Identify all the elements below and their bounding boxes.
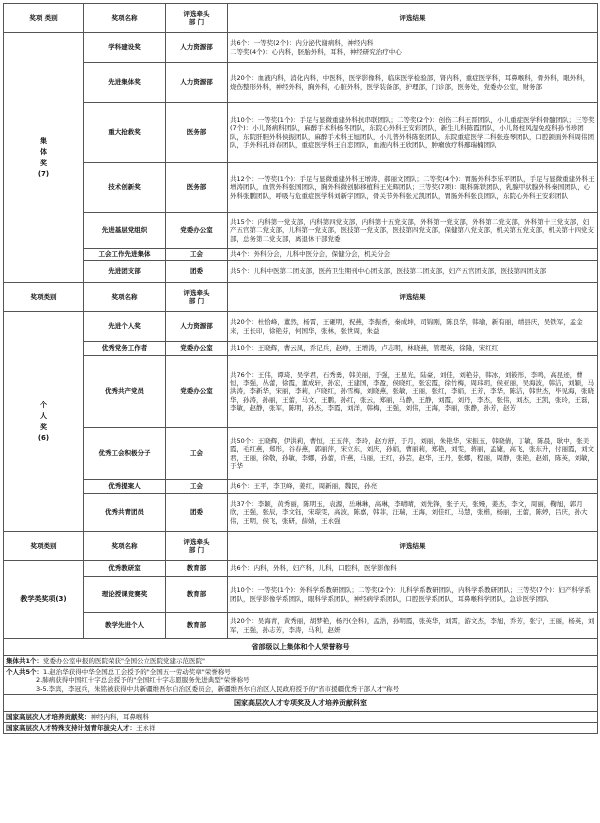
table-header [4, 283, 598, 312]
provincial-individual-line: 3-5.李宾，李冠兵，朱铭被获得中共新疆维吾尔自治区委员会，新疆维吾尔自治区人民政府授予的"省市援疆优秀干部人才"称号 [36, 684, 400, 693]
awards-table [3, 3, 598, 734]
award-dept: 团委 [166, 494, 228, 532]
table-row [4, 312, 598, 342]
award-name: 优秀共青团员 [84, 494, 166, 532]
award-name: 学科建设奖 [84, 33, 166, 63]
award-dept: 工会 [166, 249, 228, 261]
award-name: 优秀共产党员 [84, 356, 166, 428]
table-row [4, 356, 598, 428]
award-dept: 人力资源部 [166, 312, 228, 342]
talent-item [4, 723, 598, 734]
table-row [4, 249, 598, 261]
individual-category: 个 人 奖 (6) [4, 312, 84, 532]
table-row [4, 342, 598, 356]
provincial-collective-label: 集体共1个： [6, 657, 44, 665]
header-dept: 评选牵头 部 门 [166, 283, 228, 312]
talent-text: 王永祥 [136, 724, 156, 733]
award-name: 先进集体奖 [84, 63, 166, 103]
award-result: 共6个：内科，外科，妇产科，儿科，口腔科，医学影像科 [228, 561, 598, 577]
award-result: 共37个：李颖，黄秀丽，陈明玉，袁源，岳琳琳，高琳，李晴晴，刘先锋，张子天，张嫚，姜杰，李文，周丽，鞠旭，郭月欣，王强，张辰，李文钰，宋璟雯，高波，陈嘉，韩菲，汪瑞，王海，刘佳红，马慧，张楷，杨丽，王蕾，陈婷，吕庆，孙大伟，王明，侯飞，张研，薛婧，王永强 [228, 494, 598, 532]
award-name: 优秀党务工作者 [84, 342, 166, 356]
table-row [4, 494, 598, 532]
header-result: 评选结果 [228, 283, 598, 312]
collective-category: 集 体 奖 (7) [4, 33, 84, 283]
header-result: 评选结果 [228, 532, 598, 561]
award-dept: 工会 [166, 480, 228, 494]
talent-title: 国家高层次人才专项奖及人才培养贡献科室 [4, 694, 598, 711]
header-result: 评选结果 [228, 4, 598, 33]
award-dept: 教育部 [166, 613, 228, 639]
award-result: 共6个：一等奖(2个)：内分泌代谢病科，神经内科 二等奖(4个)：心内科，胚胎外科，耳科，神经研究治疗中心 [228, 33, 598, 63]
header-category: 奖项 类别 [4, 4, 84, 33]
provincial-collective-text: 党委办公室申报的医院荣获"全国公立医院党建示范医院" [43, 657, 206, 665]
award-dept: 教育部 [166, 577, 228, 613]
section-title-row [4, 694, 598, 711]
talent-row [4, 711, 598, 722]
table-row [4, 577, 598, 613]
award-name: 先进基层党组织 [84, 213, 166, 249]
award-name: 技术创新奖 [84, 163, 166, 213]
provincial-collective [4, 656, 598, 667]
award-result: 共20个：杜恰峰，董然，杨霄，王砸明，祝燕，李振香，秦成坤，司锦刚，陈良华，韩瑜，新有丽，靖县庆，吴铁军，孟金来，王长印，徐艳芬，何国华，张林，张世周，朱益 [228, 312, 598, 342]
award-result: 共4个：外科分会，儿科中医分会，保健分会，机关分会 [228, 249, 598, 261]
award-result: 共15个：内科第一党支部，内科第四党支部，内科第十五党支部，外科第一党支部，外科第二党支部，外科第十三党支部，妇产五官第二党支部，儿科第一党支部，医技第一党支部，医技第四党支部，保健第八党支部，机关第五党支部，机关第十四党支部，总务第二党支部，离退休干部党委 [228, 213, 598, 249]
header-name: 奖项名称 [84, 532, 166, 561]
award-dept: 人力资源部 [166, 33, 228, 63]
award-result: 共76个：王伟，谭琦，吴学君，石秀勇，韩美丽，于强，王星光，陆豪，刘佳，刘艳芬，韩冰，刘筱彤，李鸣，高昆迹，曹恒，李强，丛蕾，徐霞，董成轩，孙宏，王建国，李盈，侯晓红，张宏霞，徐竹梅，周玮玥，侯亚丽，吴海波，韩洁，刘颖，马洪涛，李新华，宋丽，李莉，卢晓红，孙雪梅，刘晓燕，张敏，王丽，张红，李娟，王芳，李华，陈洁，韩世杰，毕见海，张晓华，孙涛，孙丽，王蕾，马文，王鹏，孙红，张云，郑丽，马静，王静，刘霞，刘丹，李杰，张伟，刘杰，王凯，张玲，王磊，李敏，赵静，张军，陈明，孙杰，李霞，刘洋，韩梅，王强，刘伟，王海，李丽，张静，孙芳，赵芳 [228, 356, 598, 428]
table-row [4, 561, 598, 577]
table-row [4, 63, 598, 103]
talent-row [4, 723, 598, 734]
table-row [4, 163, 598, 213]
provincial-individual-line: 2.肺病获得中国红十字总会授予的"全国红十字志愿服务先进典型"荣誉称号 [36, 676, 250, 685]
award-dept: 党委办公室 [166, 213, 228, 249]
award-result: 共20个：吴海青，黄秀丽，胡梦艳，杨丹(全科)，孟浩，孙明霞，张英华，刘霄，游文杰，李旭，乔芳，张宁，王丽，杨英，刘军，王强，孙志芳，李涛，马利，赵妍 [228, 613, 598, 639]
header-dept: 评选牵头 部 门 [166, 532, 228, 561]
award-name: 工会工作先进集体 [84, 249, 166, 261]
talent-label: 国家高层次人才培养贡献奖： [6, 712, 91, 721]
award-name: 理论授课竞赛奖 [84, 577, 166, 613]
provincial-title: 省部级以上集体和个人荣誉称号 [4, 639, 598, 656]
award-dept: 医务部 [166, 163, 228, 213]
table-header [4, 532, 598, 561]
award-name: 先进个人奖 [84, 312, 166, 342]
award-dept: 教育部 [166, 561, 228, 577]
award-result: 共10个：一等奖(1个)：外科学系教研团队；二等奖(2个)：儿科学系教研团队，内科学系教研团队；三等奖(7个)：妇产科学系团队，医学影像学系团队，眼科学系团队，神经病学系团队，口腔医学系团队，耳鼻喉科学团队，急诊医学团队 [228, 577, 598, 613]
award-result: 共5个：儿科中医第二团支部，医药卫生期刊中心团支部，医技第二团支部，妇产五官团支部，医技第四团支部 [228, 261, 598, 283]
table-row [4, 613, 598, 639]
award-name: 优秀教研室 [84, 561, 166, 577]
award-name: 教学先进个人 [84, 613, 166, 639]
award-dept: 人力资源部 [166, 63, 228, 103]
award-result: 共50个：王晓辉，伊洪莉，曹恒，王玉萍，李玲，赵方舒，于月，刘丽，朱艳华，宋振玉，韩晓倩，丁敏，陈晨，耿中，张美霞，毛红燕，郑彤，谷春燕，郭丽萍，宋立东，刘庆，孙娟，曹丽莉，郑艳，刘雯，蒋丽，孟婕，高飞，张东升，付丽霞，刘文君，王丽，徐敬，孙敏，李娜，孙蕾，许燕，马丽，王红，孙芸，赵华，王丹，张娜，程丽，周静，张艳，赵娟，陈英，刘敏，于华 [228, 428, 598, 480]
award-name: 先进团支部 [84, 261, 166, 283]
table-header [4, 4, 598, 33]
table-row [4, 261, 598, 283]
talent-item [4, 711, 598, 722]
talent-text: 神经内科，耳鼻喉科 [90, 712, 149, 721]
award-dept: 党委办公室 [166, 356, 228, 428]
award-dept: 工会 [166, 428, 228, 480]
section-title-row [4, 639, 598, 656]
table-row [4, 33, 598, 63]
table-row [4, 103, 598, 163]
award-dept: 医务部 [166, 103, 228, 163]
teaching-category: 教学类奖项(3) [4, 561, 84, 639]
award-name: 优秀提案人 [84, 480, 166, 494]
award-dept: 团委 [166, 261, 228, 283]
document-page [3, 3, 597, 734]
award-name: 优秀工会积极分子 [84, 428, 166, 480]
provincial-collective-row [4, 656, 598, 667]
award-dept: 党委办公室 [166, 342, 228, 356]
award-result: 共10个：一等奖(1个)：手足与显微重建外科抗串联团队；二等奖(2个)：创伤二科王晋团队，小儿重症医学科骨髓团队；三等奖(7个)：小儿肾病科团队，麻醉手术科杨冬团队，东院心外科王安彩团队，新生儿科陈霞团队，小儿肾柱风湿免疫科孙书珍团队，东院肝胆外科侯振团队，麻醉手术科王旭团队，小儿普外科陈张团队，东院重症医学二科张连琴团队，口腔颌面外科周伟团队，手外科孔祥春团队，重症医学科王自恋团队，血液内科王欣团队，肿瘤放疗科鄢瑞楠团队 [228, 103, 598, 163]
header-name: 奖项名称 [84, 4, 166, 33]
award-result: 共12个：一等奖(1个)：手足与显微重建外科王增涛、郝丽文团队；二等奖(4个)：胃肠外科李乐平团队，手足与显微重建外科王增涛团队，血管外科张国团队，胸外科微创肺移植科王光辉团队；三等奖(7项)：眼科陈铁团队，乳腺甲状腺外科秦国团队，心外科张鹏团队，呼吸与危重症医学科刘新宇团队，骨关节外科张元凯团队，胃肠外科张良团队，东院心外科王安彩团队 [228, 163, 598, 213]
provincial-individual-row [4, 667, 598, 695]
award-result: 共20个：血液内科，消化内科，中医科，医学影像科，临床医学检验部，肾内科，重症医学科，耳鼻喉科，骨外科，眼外科，烧伤整形外科，神经外科，胸外科，心脏外科，医学装备部，护理部，门诊部，医务处，党委办公室，财务部 [228, 63, 598, 103]
provincial-individual [4, 667, 598, 695]
award-result: 共6个：王平，李卫峰，姜红，周新丽，魏民，孙亮 [228, 480, 598, 494]
provincial-individual-label: 个人共5个： [6, 668, 44, 677]
award-name: 重大抢救奖 [84, 103, 166, 163]
table-row [4, 428, 598, 480]
header-category: 奖项类别 [4, 283, 84, 312]
talent-label: 国家高层次人才特殊支持计划青年拔尖人才： [6, 724, 136, 733]
table-row [4, 480, 598, 494]
provincial-individual-line: 1.赵治华获得中华全国总工会授予的"全国五一劳动奖章"荣誉称号 [43, 668, 231, 677]
header-name: 奖项名称 [84, 283, 166, 312]
table-row [4, 213, 598, 249]
award-result: 共10个：王晓辉，曹云凤，乔记兵，赵峥，王增涛，卢志明，林晓燕，管理英，徐隆，宋红红 [228, 342, 598, 356]
header-category: 奖项类别 [4, 532, 84, 561]
header-dept: 评选牵头 部 门 [166, 4, 228, 33]
